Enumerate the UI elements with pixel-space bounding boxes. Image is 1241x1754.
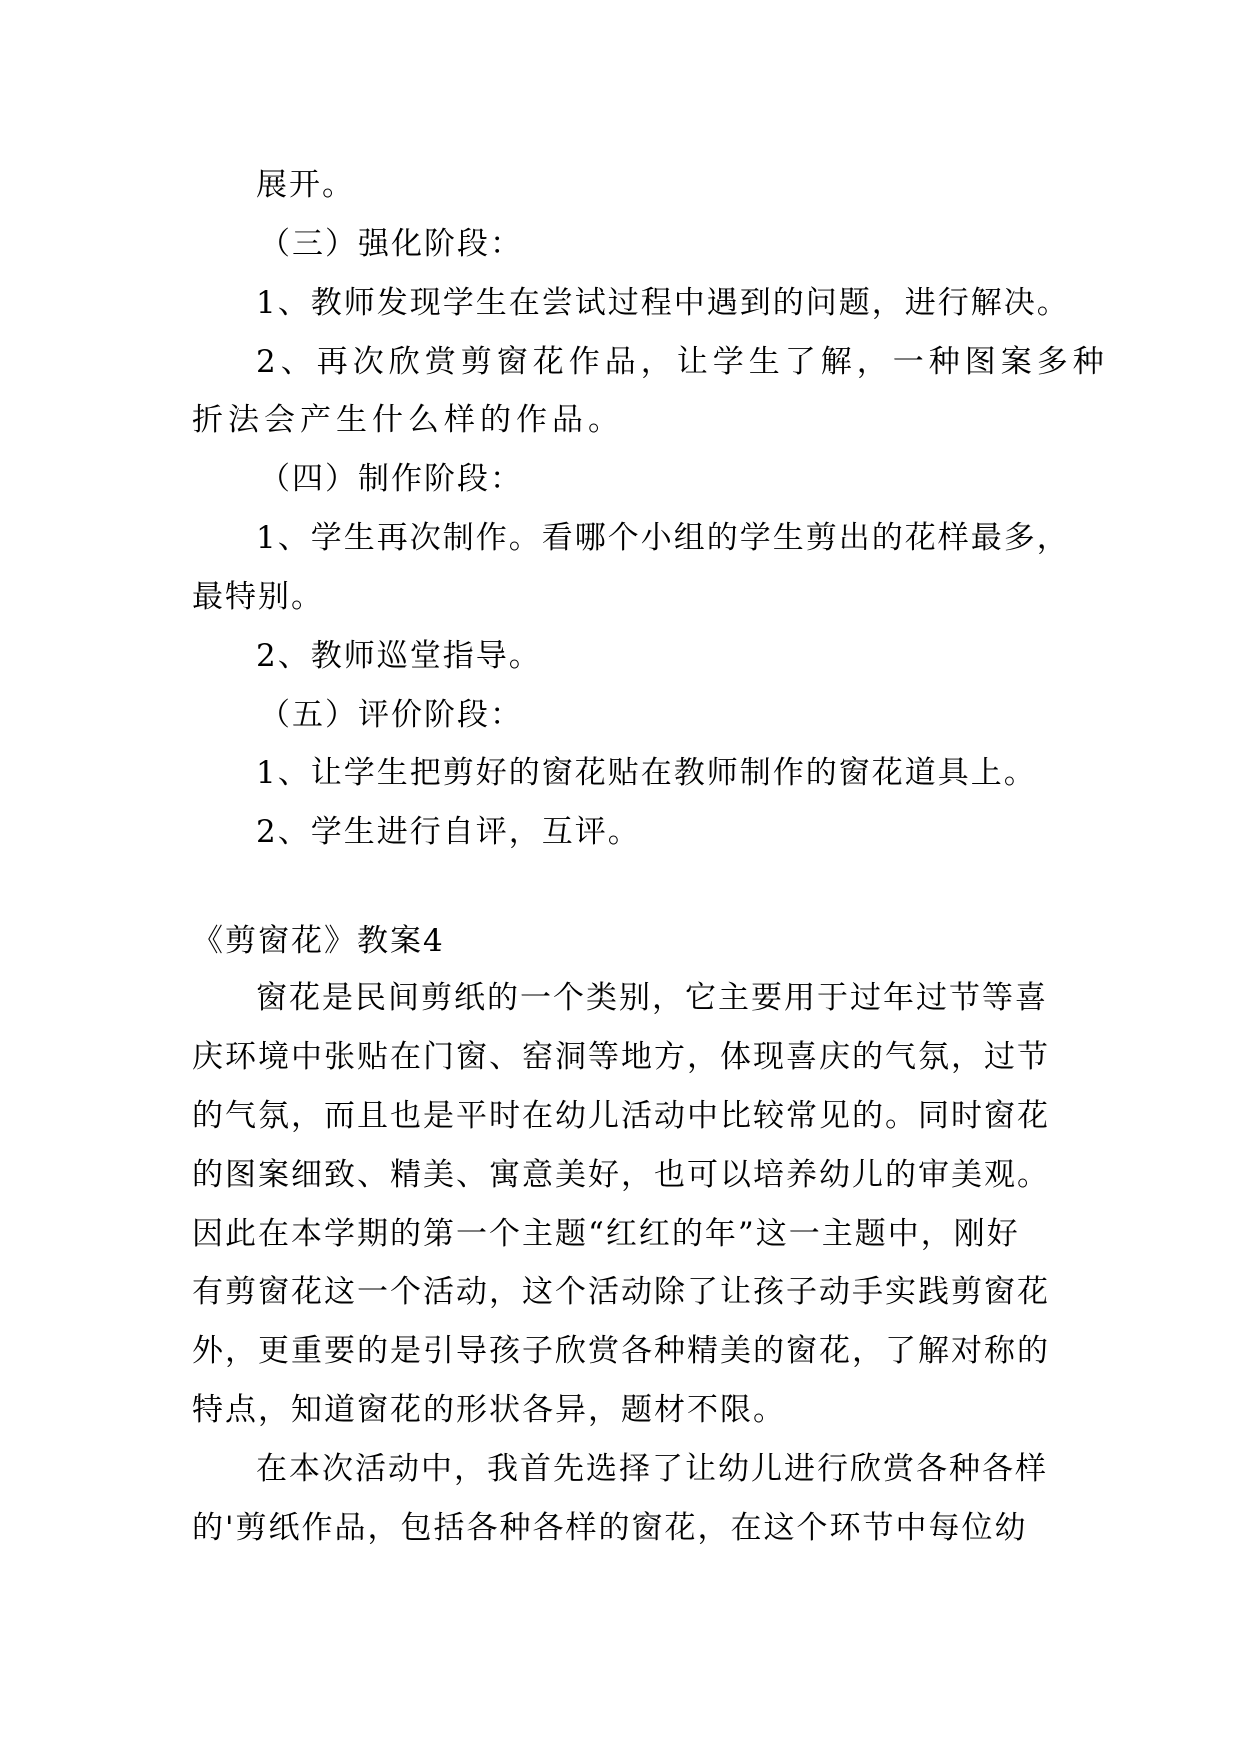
text-line: 1、教师发现学生在尝试过程中遇到的问题，进行解决。: [256, 285, 1070, 321]
text-line: 1、让学生把剪好的窗花贴在教师制作的窗花道具上。: [256, 755, 1037, 791]
paragraph-line: 外，更重要的是引导孩子欣赏各种精美的窗花，了解对称的: [192, 1333, 1050, 1369]
paragraph-line: 的气氛，而且也是平时在幼儿活动中比较常见的。同时窗花: [192, 1098, 1050, 1134]
text-line: （五）评价阶段：: [259, 697, 523, 733]
text-line: 1、学生再次制作。看哪个小组的学生剪出的花样最多，: [256, 520, 1070, 556]
paragraph-line: 的图案细致、精美、寓意美好，也可以培养幼儿的审美观。: [192, 1157, 1050, 1193]
paragraph-line: 庆环境中张贴在门窗、窑洞等地方，体现喜庆的气氛，过节: [192, 1039, 1050, 1075]
text-line: 2、学生进行自评，互评。: [256, 814, 641, 850]
text-line: （三）强化阶段：: [259, 226, 523, 262]
section-title: 《剪窗花》教案4: [192, 923, 445, 959]
text-line: 最特别。: [192, 579, 324, 615]
text-line: （四）制作阶段：: [259, 461, 523, 497]
paragraph-line: 有剪窗花这一个活动，这个活动除了让孩子动手实践剪窗花: [192, 1274, 1050, 1310]
text-line: 折法会产生什么样的作品。: [192, 402, 624, 438]
paragraph-line: 在本次活动中，我首先选择了让幼儿进行欣赏各种各样: [256, 1451, 1048, 1487]
paragraph-line: 因此在本学期的第一个主题“红红的年”这一主题中，刚好: [192, 1216, 1020, 1252]
paragraph-line: 窗花是民间剪纸的一个类别，它主要用于过年过节等喜: [256, 980, 1048, 1016]
text-line: 2、教师巡堂指导。: [256, 638, 542, 674]
text-line: 展开。: [256, 167, 355, 203]
text-line: 2、再次欣赏剪窗花作品，让学生了解，一种图案多种: [256, 344, 1109, 380]
paragraph-line: 的'剪纸作品，包括各种各样的窗花，在这个环节中每位幼: [192, 1510, 1028, 1546]
paragraph-line: 特点，知道窗花的形状各异，题材不限。: [192, 1392, 786, 1428]
